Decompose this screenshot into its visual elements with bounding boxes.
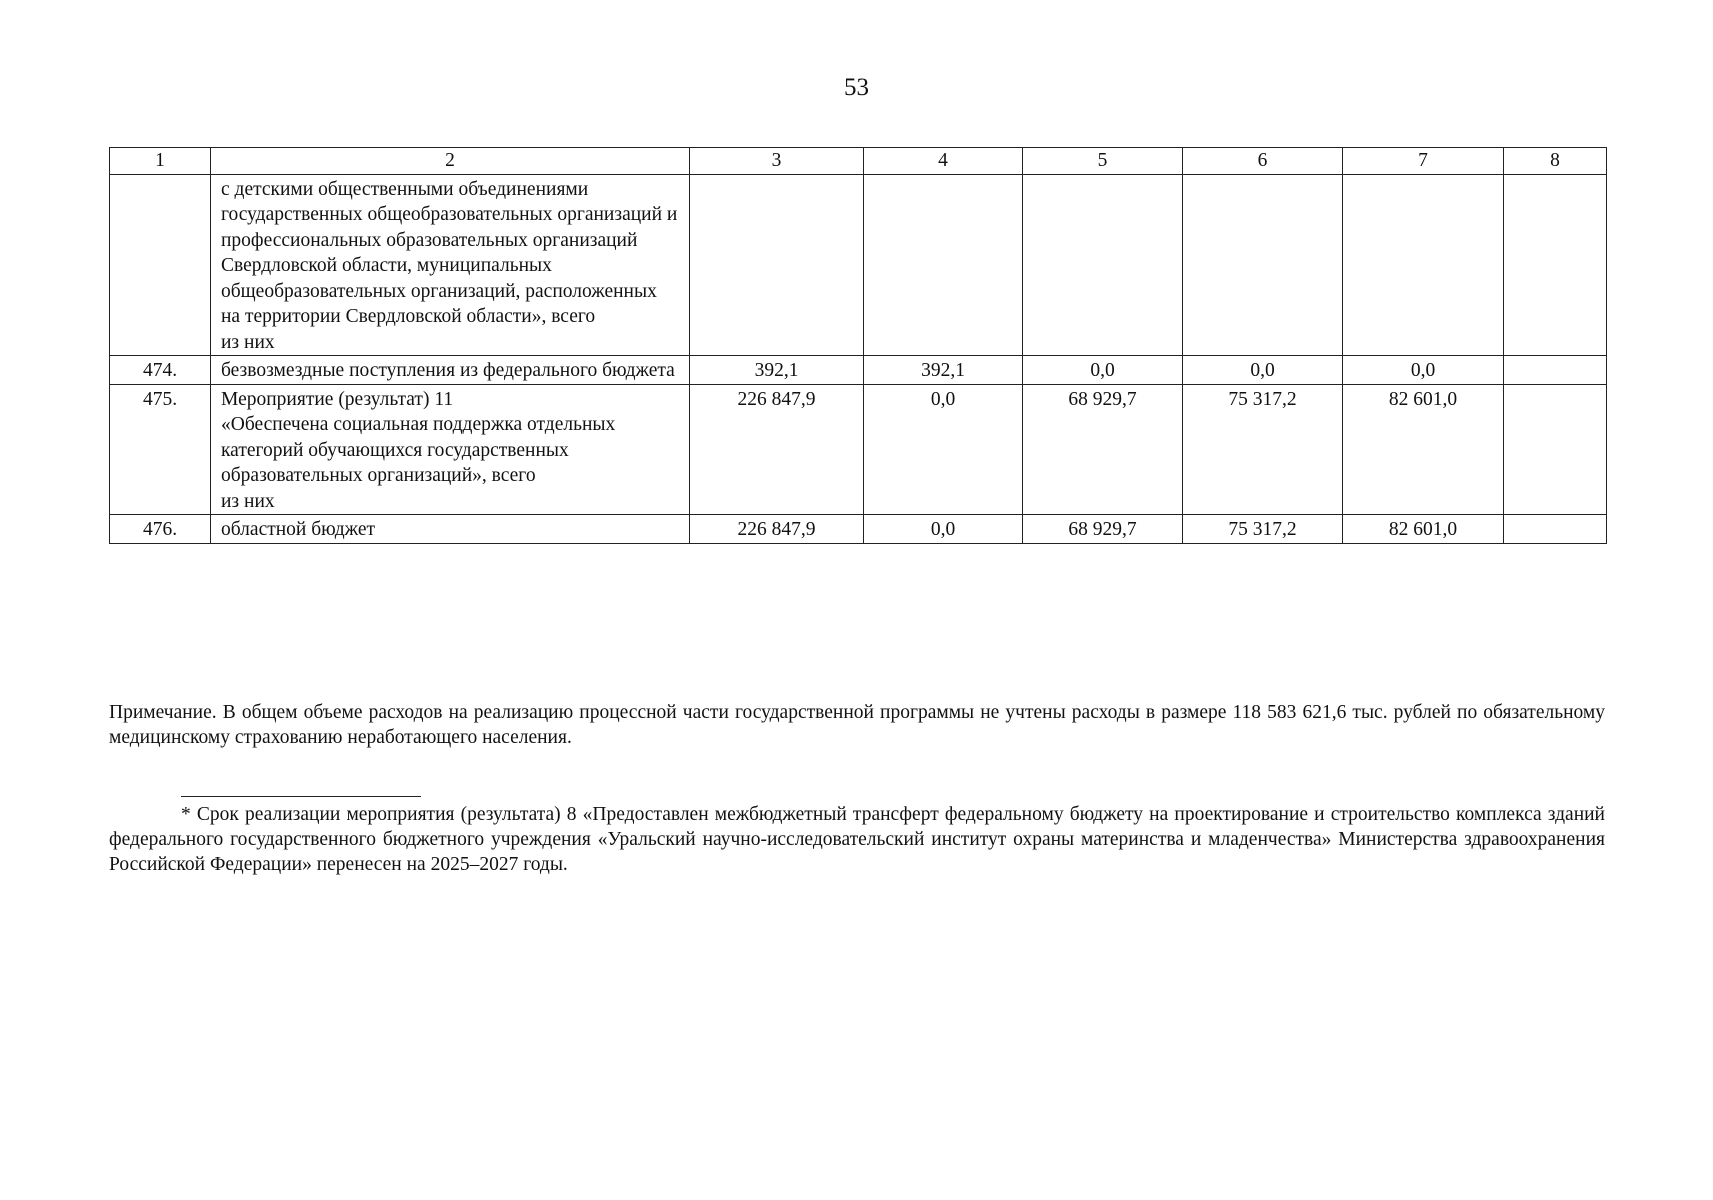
column-header: 2 [211,148,690,175]
column-header: 8 [1504,148,1607,175]
footnote-separator [181,796,421,797]
value-cell [1504,384,1607,515]
value-cell: 392,1 [864,356,1023,385]
row-number: 476. [110,515,211,544]
value-cell: 0,0 [1343,356,1504,385]
value-cell: 82 601,0 [1343,515,1504,544]
page-number: 53 [844,74,869,101]
value-cell: 0,0 [864,515,1023,544]
value-cell: 0,0 [1183,356,1343,385]
row-description: Мероприятие (результат) 11 «Обеспечена социальная поддержка отдельных категорий обучающихся государственных образовательных организаций», всего из них [211,384,690,515]
value-cell [1023,174,1183,356]
value-cell: 75 317,2 [1183,515,1343,544]
note-paragraph: Примечание. В общем объеме расходов на реализацию процессной части государственной программы не учтены расходы в размере 118 583 621,6 тыс. рублей по обязательному медицинскому страхованию неработающего населения. [109,702,1605,748]
value-cell: 68 929,7 [1023,384,1183,515]
value-cell: 82 601,0 [1343,384,1504,515]
value-cell: 68 929,7 [1023,515,1183,544]
column-header: 1 [110,148,211,175]
table-row [110,384,1607,515]
column-header: 7 [1343,148,1504,175]
table-header-row [110,148,1607,175]
value-cell: 226 847,9 [690,515,864,544]
value-cell: 0,0 [1023,356,1183,385]
value-cell [690,174,864,356]
value-cell [1183,174,1343,356]
row-number: 474. [110,356,211,385]
column-header: 4 [864,148,1023,175]
row-number: 475. [110,384,211,515]
value-cell: 0,0 [864,384,1023,515]
row-number [110,174,211,356]
value-cell [1504,174,1607,356]
column-header: 3 [690,148,864,175]
table-row [110,515,1607,544]
row-description: безвозмездные поступления из федерального бюджета [211,356,690,385]
row-description: с детскими общественными объединениями государственных общеобразовательных организаций и профессиональных образовательных организаций Свердловской области, муниципальных общеобразовательных организаций, расположенных на территории Свердловской области», всего из них [211,174,690,356]
value-cell [1504,356,1607,385]
value-cell: 226 847,9 [690,384,864,515]
value-cell [1504,515,1607,544]
value-cell: 392,1 [690,356,864,385]
table-row [110,174,1607,356]
column-header: 6 [1183,148,1343,175]
table-row [110,356,1607,385]
column-header: 5 [1023,148,1183,175]
value-cell [1343,174,1504,356]
budget-table [109,147,1607,544]
row-description: областной бюджет [211,515,690,544]
value-cell [864,174,1023,356]
footnote-paragraph: * Срок реализации мероприятия (результата) 8 «Предоставлен межбюджетный трансферт федеральному бюджету на проектирование и строительство комплекса зданий федерального государственного бюджетного учреждения «Уральский научно-исследовательский институт охраны материнства и младенчества» Министерства здравоохранения Российской Федерации» перенесен на 2025–2027 годы. [109,804,1605,875]
value-cell: 75 317,2 [1183,384,1343,515]
